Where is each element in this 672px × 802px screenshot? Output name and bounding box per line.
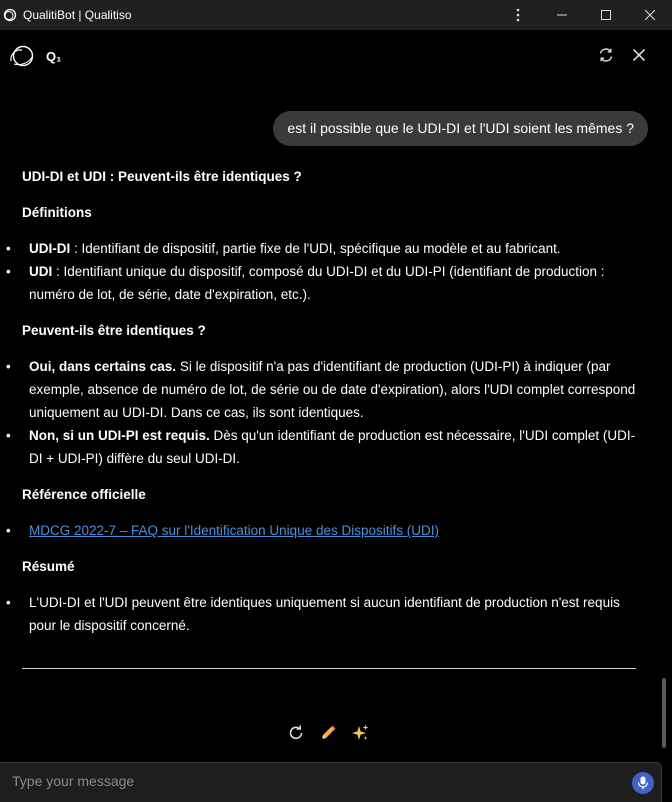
answer-actions	[286, 723, 370, 743]
microphone-icon	[637, 776, 649, 790]
definitions-list	[22, 237, 636, 306]
reference-link[interactable]: MDCG 2022-7 – FAQ sur l'Identification Unique des Dispositifs (UDI)	[29, 523, 439, 538]
chat-header	[0, 30, 672, 80]
maximize-button[interactable]	[584, 0, 628, 30]
regenerate-icon	[287, 724, 305, 742]
close-chat-button[interactable]	[629, 45, 649, 65]
voice-input-button[interactable]	[632, 772, 654, 794]
app-logo-icon	[3, 8, 17, 22]
window-title: QualitiBot | Qualitiso	[23, 8, 132, 22]
definition-item: • UDI-DI : Identifiant de dispositif, partie fixe de l'UDI, spécifique au modèle et au fabricant.	[22, 237, 636, 260]
edit-button[interactable]	[318, 723, 338, 743]
summary-item: • L'UDI-DI et l'UDI peuvent être identiques uniquement si aucun identifiant de production n'est requis pour le dispositif concerné.	[22, 591, 636, 637]
bot-answer	[22, 165, 636, 669]
user-message-bubble: est il possible que le UDI-DI et l'UDI soient les mêmes ?	[273, 111, 648, 146]
more-options-icon[interactable]	[496, 0, 540, 30]
bot-name: Q₁	[46, 49, 62, 64]
regenerate-button[interactable]	[286, 723, 306, 743]
chat-messages	[0, 80, 660, 750]
reference-heading: Référence officielle	[22, 487, 146, 502]
sparkles-icon	[350, 723, 370, 743]
reference-list	[22, 519, 636, 542]
refresh-chat-button[interactable]	[596, 45, 616, 65]
chat-scrollbar[interactable]	[662, 678, 666, 748]
message-input[interactable]	[12, 773, 612, 789]
minimize-button[interactable]	[540, 0, 584, 30]
definitions-heading: Définitions	[22, 205, 92, 220]
close-icon	[632, 48, 646, 62]
window-controls	[496, 0, 672, 30]
reference-item	[22, 519, 636, 542]
definition-item: • UDI : Identifiant unique du dispositif, composé du UDI-DI et du UDI-PI (identifiant de production : numéro de lot, de série, date d'expiration, etc.).	[22, 260, 636, 306]
identical-item: • Non, si un UDI-PI est requis. Dès qu'un identifiant de production est nécessaire, l'UDI complet (UDI-DI + UDI-PI) diffère du seul UDI-DI.	[22, 424, 636, 470]
enhance-button[interactable]	[350, 723, 370, 743]
answer-divider	[22, 668, 636, 669]
qualitibot-logo-icon	[8, 45, 36, 67]
window-titlebar	[0, 0, 672, 30]
window-close-button[interactable]	[628, 0, 672, 30]
answer-title: UDI-DI et UDI : Peuvent-ils être identiques ?	[22, 169, 302, 184]
refresh-icon	[598, 47, 614, 63]
summary-list	[22, 591, 636, 637]
summary-heading: Résumé	[22, 559, 75, 574]
identical-item: • Oui, dans certains cas. Si le dispositif n'a pas d'identifiant de production (UDI-PI) à indiquer (par exemple, absence de numéro de lot, de série ou de date d'expiration), alors l'UDI complet correspond uniquement au UDI-DI. Dans ce cas, ils sont identiques.	[22, 355, 636, 424]
pencil-icon	[319, 724, 337, 742]
identical-list	[22, 355, 636, 470]
identical-heading: Peuvent-ils être identiques ?	[22, 323, 206, 338]
message-input-bar	[0, 762, 662, 802]
